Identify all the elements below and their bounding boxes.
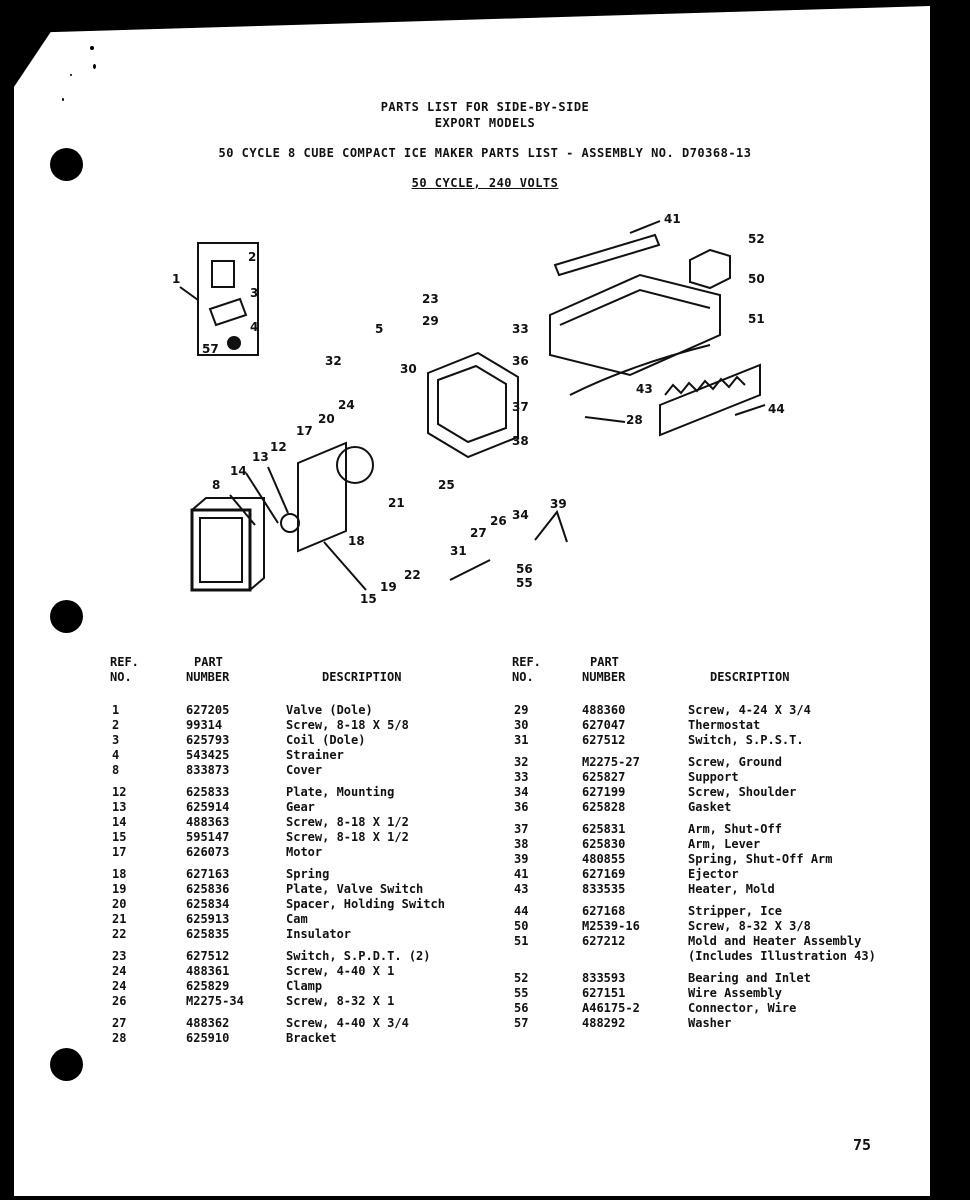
- part-ref-number: 51: [514, 934, 529, 948]
- callout-34: 34: [512, 508, 529, 522]
- part-ref-number: 15: [112, 830, 127, 844]
- part-number: 625828: [582, 800, 626, 814]
- wire-assembly-shape: [450, 560, 490, 580]
- callout-27: 27: [470, 526, 487, 540]
- callout-31: 31: [450, 544, 467, 558]
- part-description: Mold and Heater Assembly: [688, 934, 862, 948]
- parts-table-row: [512, 867, 892, 882]
- callout-44: 44: [768, 402, 785, 416]
- parts-table-row: [512, 949, 892, 964]
- part-number: 625831: [582, 822, 626, 836]
- part-description: Screw, 8-18 X 1/2: [286, 815, 409, 829]
- part-ref-number: 32: [514, 755, 529, 769]
- part-description: Washer: [688, 1016, 732, 1030]
- col-description-header: DESCRIPTION: [710, 670, 790, 684]
- part-ref-number: 24: [112, 979, 127, 993]
- scan-speck: [70, 74, 72, 76]
- bearing-inlet-shape: [690, 250, 730, 288]
- part-ref-number: 4: [112, 748, 120, 762]
- part-description: Screw, 4-40 X 3/4: [286, 1016, 409, 1030]
- part-description: Cam: [286, 912, 308, 926]
- part-description: Motor: [286, 845, 323, 859]
- part-ref-number: 21: [112, 912, 127, 926]
- parts-table-row: [512, 904, 892, 919]
- part-number: 625835: [186, 927, 230, 941]
- washer-shape: [228, 337, 240, 349]
- part-ref-number: 28: [112, 1031, 127, 1045]
- callout-50: 50: [748, 272, 765, 286]
- parts-table-row: [110, 815, 490, 830]
- part-number: 543425: [186, 748, 230, 762]
- part-description: Gasket: [688, 800, 732, 814]
- part-number: 99314: [186, 718, 223, 732]
- col-part-header: PART NUMBER: [582, 655, 626, 684]
- part-number: 627151: [582, 986, 626, 1000]
- parts-table-row: [512, 971, 892, 986]
- exploded-parts-diagram: [160, 205, 800, 615]
- part-ref-number: 33: [514, 770, 529, 784]
- part-description: Arm, Lever: [688, 837, 761, 851]
- part-ref-number: 52: [514, 971, 529, 985]
- part-description: Plate, Mounting: [286, 785, 395, 799]
- parts-table-row: [512, 822, 892, 837]
- scan-speck: [93, 64, 96, 69]
- callout-55: 55: [516, 576, 533, 590]
- parts-table-row: [110, 964, 490, 979]
- part-number: 488361: [186, 964, 230, 978]
- cover-side: [192, 498, 264, 590]
- valve-body-shape: [210, 299, 246, 325]
- part-number: 625836: [186, 882, 230, 896]
- part-description: Heater, Mold: [688, 882, 775, 896]
- part-number: 627199: [582, 785, 626, 799]
- part-description: Cover: [286, 763, 323, 777]
- part-description: Screw, 8-32 X 3/8: [688, 919, 811, 933]
- callout-29: 29: [422, 314, 439, 328]
- part-number: 625914: [186, 800, 230, 814]
- part-ref-number: 50: [514, 919, 529, 933]
- part-ref-number: 41: [514, 867, 529, 881]
- part-ref-number: 20: [112, 897, 127, 911]
- callout-18: 18: [348, 534, 365, 548]
- part-number: 625793: [186, 733, 230, 747]
- parts-table-row: [512, 703, 892, 718]
- title-line-2: EXPORT MODELS: [434, 116, 536, 130]
- part-ref-number: 26: [112, 994, 127, 1008]
- parts-table-row: [512, 785, 892, 800]
- callout-56: 56: [516, 562, 533, 576]
- part-ref-number: 43: [514, 882, 529, 896]
- part-ref-number: 39: [514, 852, 529, 866]
- part-number: 625833: [186, 785, 230, 799]
- parts-table-row: [512, 1016, 892, 1031]
- part-ref-number: 30: [514, 718, 529, 732]
- part-ref-number: 23: [112, 949, 127, 963]
- part-description: Clamp: [286, 979, 323, 993]
- part-ref-number: 14: [112, 815, 127, 829]
- callout-57: 57: [202, 342, 219, 356]
- col-ref-header: REF. NO.: [512, 655, 541, 684]
- parts-table-row: [512, 934, 892, 949]
- parts-table-row: [110, 703, 490, 718]
- part-number: 625830: [582, 837, 626, 851]
- part-ref-number: 29: [514, 703, 529, 717]
- part-number: 627047: [582, 718, 626, 732]
- callout-1: 1: [172, 272, 181, 286]
- part-ref-number: 17: [112, 845, 127, 859]
- support-box-shape: [428, 353, 518, 457]
- parts-table-row: [512, 852, 892, 867]
- part-number: 488360: [582, 703, 626, 717]
- part-description: Connector, Wire: [688, 1001, 797, 1015]
- col-part-header: PART NUMBER: [186, 655, 230, 684]
- mold-ridge: [560, 290, 710, 325]
- part-number: 488362: [186, 1016, 230, 1030]
- part-description: Arm, Shut-Off: [688, 822, 782, 836]
- col-ref-header: REF. NO.: [110, 655, 139, 684]
- part-description: Thermostat: [688, 718, 761, 732]
- part-description: Screw, 8-18 X 5/8: [286, 718, 409, 732]
- parts-table-row: [110, 1031, 490, 1046]
- callout-51: 51: [748, 312, 765, 326]
- callout-36: 36: [512, 354, 529, 368]
- callout-17: 17: [296, 424, 313, 438]
- part-number: M2275-34: [186, 994, 244, 1008]
- part-description: Screw, Ground: [688, 755, 782, 769]
- callout-4: 4: [250, 320, 259, 334]
- part-description: Bearing and Inlet: [688, 971, 811, 985]
- part-description: Support: [688, 770, 739, 784]
- part-number: 627168: [582, 904, 626, 918]
- callout-21: 21: [388, 496, 405, 510]
- part-ref-number: 8: [112, 763, 120, 777]
- part-ref-number: 38: [514, 837, 529, 851]
- part-description: Valve (Dole): [286, 703, 373, 717]
- cover-inner: [200, 518, 242, 582]
- stripper-shape: [660, 365, 760, 435]
- part-description: Coil (Dole): [286, 733, 366, 747]
- part-ref-number: 1: [112, 703, 120, 717]
- part-ref-number: 31: [514, 733, 529, 747]
- callout-38: 38: [512, 434, 529, 448]
- callout-13: 13: [252, 450, 269, 464]
- part-number: 488292: [582, 1016, 626, 1030]
- callout-28: 28: [626, 413, 643, 427]
- part-ref-number: 22: [112, 927, 127, 941]
- callout-19: 19: [380, 580, 397, 594]
- part-description: Spring, Shut-Off Arm: [688, 852, 833, 866]
- part-description: Strainer: [286, 748, 344, 762]
- binder-hole-middle: [50, 600, 83, 633]
- part-ref-number: 56: [514, 1001, 529, 1015]
- part-number: 625834: [186, 897, 230, 911]
- part-number: 627205: [186, 703, 230, 717]
- callout-37: 37: [512, 400, 529, 414]
- diagram-svg: [160, 205, 800, 615]
- part-number: 626073: [186, 845, 230, 859]
- callout-33: 33: [512, 322, 529, 336]
- callout-12: 12: [270, 440, 287, 454]
- part-number: 833873: [186, 763, 230, 777]
- col-description-header: DESCRIPTION: [322, 670, 402, 684]
- part-number: 625827: [582, 770, 626, 784]
- parts-table-row: [110, 845, 490, 860]
- parts-table-row: [110, 830, 490, 845]
- callout-25: 25: [438, 478, 455, 492]
- part-description: Screw, 4-40 X 1: [286, 964, 395, 978]
- page-number: 75: [853, 1136, 872, 1154]
- part-number: 625829: [186, 979, 230, 993]
- part-description: Stripper, Ice: [688, 904, 782, 918]
- part-ref-number: 24: [112, 964, 127, 978]
- part-number: 488363: [186, 815, 230, 829]
- parts-table-row: [512, 770, 892, 785]
- parts-table-row: [512, 733, 892, 748]
- parts-table-row: [110, 994, 490, 1009]
- part-number: 627163: [186, 867, 230, 881]
- callout-15: 15: [360, 592, 377, 606]
- part-number: 627212: [582, 934, 626, 948]
- parts-table-row: [110, 912, 490, 927]
- part-description: Ejector: [688, 867, 739, 881]
- part-ref-number: 36: [514, 800, 529, 814]
- part-number: 627169: [582, 867, 626, 881]
- part-ref-number: 37: [514, 822, 529, 836]
- callout-24a: 24: [338, 398, 355, 412]
- part-number: 480855: [582, 852, 626, 866]
- callout-26a: 26: [490, 514, 507, 528]
- parts-table-row: [110, 927, 490, 942]
- valve-coil-shape: [212, 261, 234, 287]
- callout-22: 22: [404, 568, 421, 582]
- support-box-inner: [438, 366, 506, 442]
- callout-39: 39: [550, 497, 567, 511]
- parts-table-row: [512, 755, 892, 770]
- part-ref-number: 27: [112, 1016, 127, 1030]
- parts-table-row: [512, 919, 892, 934]
- parts-table-row: [110, 949, 490, 964]
- part-number: M2275-27: [582, 755, 640, 769]
- title-line-1: PARTS LIST FOR SIDE-BY-SIDE: [380, 100, 590, 114]
- callout-23a: 23: [422, 292, 439, 306]
- part-ref-number: 3: [112, 733, 120, 747]
- part-ref-number: 55: [514, 986, 529, 1000]
- parts-table-row: [512, 837, 892, 852]
- callout-14: 14: [230, 464, 247, 478]
- part-description: Screw, Shoulder: [688, 785, 797, 799]
- motor-shape: [337, 447, 373, 483]
- part-number: M2539-16: [582, 919, 640, 933]
- callout-30: 30: [400, 362, 417, 376]
- parts-table-row: [110, 718, 490, 733]
- parts-table-row: [110, 763, 490, 778]
- part-description: Switch, S.P.S.T.: [688, 733, 804, 747]
- part-description: Spring: [286, 867, 330, 881]
- part-number: 833535: [582, 882, 626, 896]
- parts-table-row: [512, 718, 892, 733]
- part-description: Insulator: [286, 927, 352, 941]
- callout-3: 3: [250, 286, 259, 300]
- parts-table-row: [110, 979, 490, 994]
- callout-5: 5: [375, 322, 384, 336]
- parts-table-row: [110, 882, 490, 897]
- binder-hole-bottom: [50, 1048, 83, 1081]
- part-description: Screw, 8-18 X 1/2: [286, 830, 409, 844]
- callout-2: 2: [248, 250, 257, 264]
- callout-8: 8: [212, 478, 221, 492]
- parts-table-row: [512, 986, 892, 1001]
- part-description: Wire Assembly: [688, 986, 782, 1000]
- part-description: Bracket: [286, 1031, 337, 1045]
- part-number: 595147: [186, 830, 230, 844]
- part-number: 833593: [582, 971, 626, 985]
- part-ref-number: 34: [514, 785, 529, 799]
- part-ref-number: 13: [112, 800, 127, 814]
- part-description: Screw, 8-32 X 1: [286, 994, 395, 1008]
- parts-table-row: [512, 882, 892, 897]
- scan-speck: [90, 46, 94, 50]
- parts-table-row: [512, 800, 892, 815]
- part-number: A46175-2: [582, 1001, 640, 1015]
- callout-32: 32: [325, 354, 342, 368]
- part-description: Screw, 4-24 X 3/4: [688, 703, 811, 717]
- parts-table-row: [110, 800, 490, 815]
- part-ref-number: 18: [112, 867, 127, 881]
- parts-table-row: [110, 748, 490, 763]
- callout-52: 52: [748, 232, 765, 246]
- parts-table-row: [110, 733, 490, 748]
- part-number: 625910: [186, 1031, 230, 1045]
- part-number: 627512: [582, 733, 626, 747]
- part-description: Switch, S.P.D.T. (2): [286, 949, 431, 963]
- part-ref-number: 57: [514, 1016, 529, 1030]
- parts-table-row: [110, 897, 490, 912]
- wire-connector-shape: [535, 512, 567, 542]
- part-description: Gear: [286, 800, 315, 814]
- part-ref-number: 12: [112, 785, 127, 799]
- part-description: Plate, Valve Switch: [286, 882, 424, 896]
- part-number: 627512: [186, 949, 230, 963]
- parts-table-row: [110, 1016, 490, 1031]
- part-description: (Includes Illustration 43): [688, 949, 876, 963]
- voltage-subtitle: 50 CYCLE, 240 VOLTS: [411, 176, 559, 190]
- callout-20: 20: [318, 412, 335, 426]
- assembly-title: 50 CYCLE 8 CUBE COMPACT ICE MAKER PARTS LIST - ASSEMBLY NO. D70368-13: [218, 146, 752, 160]
- mold-shape: [550, 275, 720, 375]
- ejector-shape: [555, 235, 659, 275]
- callout-43: 43: [636, 382, 653, 396]
- part-number: 625913: [186, 912, 230, 926]
- callout-41: 41: [664, 212, 681, 226]
- gear-shape: [281, 514, 299, 532]
- part-ref-number: 19: [112, 882, 127, 896]
- part-description: Spacer, Holding Switch: [286, 897, 445, 911]
- parts-table-row: [110, 785, 490, 800]
- parts-table-row: [110, 867, 490, 882]
- part-ref-number: 44: [514, 904, 529, 918]
- parts-table-row: [512, 1001, 892, 1016]
- part-ref-number: 2: [112, 718, 120, 732]
